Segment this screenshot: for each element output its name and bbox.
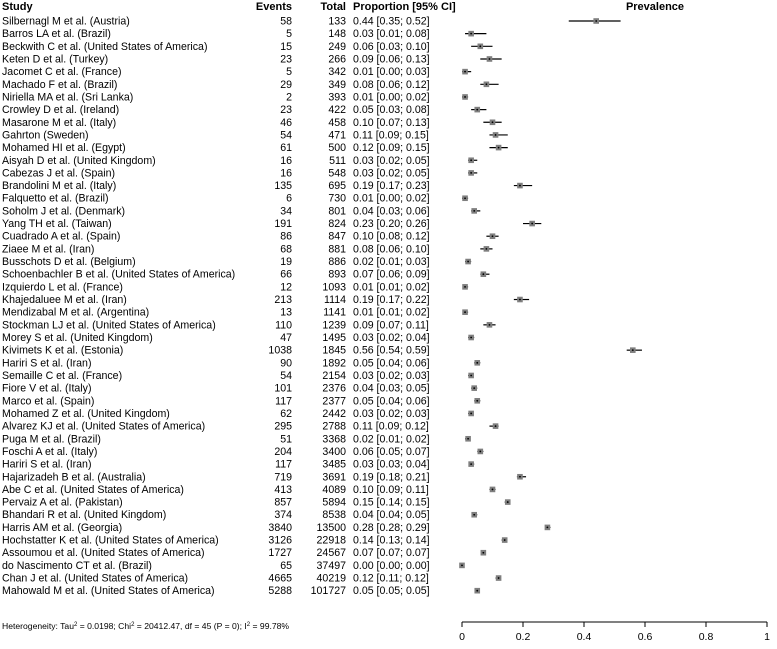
study-row (2, 446, 483, 458)
events-value: 61 (280, 142, 292, 155)
heterogeneity-segment: = 0.0198; Chi (77, 621, 132, 631)
proportion-ci: 0.09 [0.06; 0.13] (353, 53, 430, 66)
proportion-ci: 0.01 [0.01; 0.02] (353, 281, 430, 294)
study-name: Hariri S et al. (Iran) (2, 357, 92, 370)
study-name: Semaille C et al. (France) (2, 369, 123, 382)
study-row (2, 269, 489, 281)
events-value: 86 (280, 230, 292, 243)
events-value: 68 (280, 243, 292, 256)
total-value: 1495 (322, 332, 346, 344)
study-row (2, 332, 474, 344)
study-row (2, 319, 496, 331)
proportion-ci: 0.02 [0.01; 0.03] (353, 256, 430, 269)
study-name: Silbernagl M et al. (Austria) (2, 15, 130, 28)
estimate-point (479, 451, 481, 453)
events-value: 374 (274, 509, 292, 522)
study-row (2, 535, 508, 547)
estimate-point (470, 159, 472, 161)
events-value: 46 (280, 116, 292, 129)
total-value: 824 (328, 218, 346, 231)
estimate-point (473, 210, 475, 212)
study-row (2, 180, 532, 192)
x-tick-label: 0.2 (515, 631, 531, 643)
events-value: 213 (274, 294, 292, 307)
study-name: Hajarizadeh B et al. (Australia) (2, 471, 146, 484)
total-value: 1114 (324, 294, 346, 307)
events-value: 29 (280, 78, 292, 91)
study-name: Aisyah D et al. (United Kingdom) (2, 154, 156, 167)
study-row (2, 117, 502, 129)
study-name: Mendizabal M et al. (Argentina) (2, 306, 150, 319)
estimate-point (492, 121, 494, 123)
proportion-ci: 0.05 [0.04; 0.06] (353, 395, 430, 408)
proportion-ci: 0.11 [0.09; 0.15] (353, 129, 429, 142)
study-row (2, 547, 486, 559)
study-row (2, 205, 480, 217)
heterogeneity-segment: Heterogeneity: Tau (2, 621, 74, 631)
events-value: 295 (274, 420, 292, 433)
heterogeneity-segment: = 99.78% (250, 621, 290, 631)
study-name: Busschots D et al. (Belgium) (2, 256, 136, 269)
header-total: Total (320, 1, 346, 13)
study-name: Niriella MA et al. (Sri Lanka) (2, 91, 134, 104)
study-name: Fiore V et al. (Italy) (2, 382, 92, 395)
total-value: 548 (328, 167, 346, 180)
events-value: 54 (280, 129, 292, 142)
estimate-point (467, 438, 469, 440)
events-value: 54 (280, 369, 292, 382)
total-value: 1239 (322, 319, 346, 332)
total-value: 2442 (322, 407, 346, 420)
total-value: 37497 (316, 559, 346, 572)
header-events: Events (255, 1, 292, 13)
study-name: Cabezas J et al. (Spain) (2, 167, 116, 180)
total-value: 1141 (323, 306, 346, 319)
superscript-2: 2 (246, 622, 251, 628)
total-value: 24567 (316, 547, 346, 560)
total-value: 249 (328, 40, 346, 53)
estimate-point (486, 248, 488, 250)
header-study: Study (2, 1, 33, 13)
total-value: 101727 (310, 585, 346, 598)
total-value: 471 (328, 129, 346, 142)
proportion-ci: 0.01 [0.00; 0.02] (353, 192, 430, 205)
study-name: do Nascimento CT et al. (Brazil) (2, 559, 152, 572)
estimate-point (476, 362, 478, 364)
study-name: Morey S et al. (United Kingdom) (2, 332, 153, 344)
study-name: Masarone M et al. (Italy) (2, 116, 117, 129)
study-name: Ziaee M et al. (Iran) (2, 243, 95, 256)
study-name: Schoenbachler B et al. (United States of America) (2, 268, 236, 281)
superscript-2: 2 (131, 622, 135, 628)
events-value: 62 (280, 407, 292, 420)
study-row (2, 421, 499, 433)
proportion-ci: 0.01 [0.01; 0.02] (353, 306, 430, 319)
proportion-ci: 0.23 [0.20; 0.26] (353, 218, 430, 231)
study-name: Izquierdo L et al. (France) (2, 281, 123, 294)
estimate-point (489, 58, 491, 60)
events-value: 719 (274, 471, 292, 484)
proportion-ci: 0.04 [0.03; 0.05] (353, 382, 430, 395)
events-value: 4665 (268, 572, 292, 585)
proportion-ci: 0.03 [0.01; 0.08] (353, 28, 430, 41)
total-value: 2376 (322, 382, 346, 395)
superscript-2: 2 (73, 622, 78, 628)
total-value: 458 (328, 116, 346, 129)
events-value: 15 (280, 40, 292, 53)
total-value: 13500 (316, 521, 346, 534)
proportion-ci: 0.08 [0.06; 0.12] (353, 78, 430, 91)
study-row (2, 357, 480, 369)
proportion-ci: 0.07 [0.06; 0.09] (353, 268, 430, 281)
total-value: 40219 (316, 572, 346, 585)
proportion-ci: 0.04 [0.04; 0.05] (353, 509, 430, 522)
events-value: 1038 (268, 344, 292, 357)
estimate-point (504, 539, 506, 541)
study-row (2, 91, 468, 103)
proportion-ci: 0.03 [0.02; 0.05] (353, 154, 430, 167)
study-name: Mohamed Z et al. (United Kingdom) (2, 407, 170, 420)
total-value: 893 (328, 268, 346, 281)
study-row (2, 383, 477, 395)
estimate-point (507, 501, 509, 503)
total-value: 266 (328, 53, 346, 66)
estimate-point (464, 96, 466, 98)
total-value: 422 (328, 104, 346, 117)
study-row (2, 509, 477, 521)
total-value: 847 (328, 230, 346, 243)
study-row (2, 294, 529, 306)
estimate-point (495, 134, 497, 136)
proportion-ci: 0.12 [0.09; 0.15] (353, 142, 430, 155)
study-name: Assoumou et al. (United States of America) (2, 547, 205, 560)
events-value: 117 (275, 395, 292, 408)
events-value: 3840 (268, 521, 292, 534)
study-row (2, 231, 499, 243)
heterogeneity-segment: = 20412.47, df = 45 (P = 0); I (134, 621, 247, 631)
study-name: Chan J et al. (United States of America) (2, 572, 189, 585)
total-value: 801 (328, 205, 346, 218)
estimate-point (519, 185, 521, 187)
events-value: 58 (280, 15, 292, 28)
heterogeneity-text (2, 621, 289, 631)
events-value: 16 (280, 167, 292, 180)
total-value: 133 (328, 15, 346, 28)
study-name: Foschi A et al. (Italy) (2, 445, 98, 458)
study-name: Gahrton (Sweden) (2, 129, 89, 142)
proportion-ci: 0.03 [0.02; 0.03] (353, 369, 430, 382)
study-row (2, 307, 468, 319)
estimate-point (464, 197, 466, 199)
estimate-point (467, 261, 469, 263)
study-name: Mohamed HI et al. (Egypt) (2, 142, 126, 155)
study-name: Marco et al. (Spain) (2, 395, 95, 408)
events-value: 5 (286, 66, 292, 79)
estimate-point (498, 577, 500, 579)
study-row (2, 573, 501, 585)
study-name: Crowley D et al. (Ireland) (2, 104, 120, 117)
study-name: Falquetto et al. (Brazil) (2, 192, 109, 205)
study-row (2, 484, 496, 496)
proportion-ci: 0.06 [0.05; 0.07] (353, 445, 430, 458)
total-value: 695 (328, 180, 346, 193)
estimate-point (492, 489, 494, 491)
estimate-point (482, 552, 484, 554)
estimate-point (495, 425, 497, 427)
study-row (2, 281, 468, 293)
events-value: 2 (286, 91, 292, 104)
total-value: 2154 (322, 369, 346, 382)
total-value: 342 (328, 66, 346, 79)
estimate-point (470, 463, 472, 465)
total-value: 2377 (322, 395, 346, 408)
header-proportion: Proportion [95% CI] (353, 1, 456, 13)
events-value: 117 (275, 458, 292, 471)
events-value: 110 (275, 319, 292, 332)
total-value: 886 (328, 256, 346, 269)
estimate-point (470, 375, 472, 377)
estimate-point (498, 147, 500, 149)
estimate-point (464, 71, 466, 73)
estimate-point (470, 33, 472, 35)
study-name: Puga M et al. (Brazil) (2, 433, 101, 446)
events-value: 413 (274, 483, 292, 496)
events-value: 16 (280, 154, 292, 167)
proportion-ci: 0.44 [0.35; 0.52] (353, 15, 430, 28)
study-row (2, 142, 508, 154)
proportion-ci: 0.19 [0.18; 0.21] (353, 471, 430, 484)
x-tick-label: 1 (764, 631, 770, 643)
study-row (2, 79, 499, 91)
proportion-ci: 0.03 [0.02; 0.04] (353, 332, 430, 344)
study-row (2, 28, 486, 40)
study-name: Machado F et al. (Brazil) (2, 78, 118, 91)
estimate-point (595, 20, 597, 22)
estimate-point (531, 223, 533, 225)
x-tick-label: 0.4 (576, 631, 592, 643)
proportion-ci: 0.07 [0.07; 0.07] (353, 547, 430, 560)
total-value: 1093 (322, 281, 346, 294)
estimate-point (519, 476, 521, 478)
header-prevalence: Prevalence (625, 1, 685, 13)
total-value: 500 (328, 142, 346, 155)
study-row (2, 471, 526, 483)
events-value: 6 (286, 192, 292, 205)
events-value: 23 (280, 104, 292, 117)
x-axis (459, 622, 770, 643)
study-row (2, 370, 474, 382)
study-row (2, 408, 474, 420)
proportion-ci: 0.01 [0.00; 0.03] (353, 66, 430, 79)
study-name: Alvarez KJ et al. (United States of America) (2, 420, 206, 433)
events-value: 51 (280, 433, 292, 446)
events-value: 3126 (268, 534, 292, 547)
study-name: Jacomet C et al. (France) (2, 66, 122, 79)
total-value: 4089 (322, 483, 346, 496)
events-value: 191 (274, 218, 292, 231)
study-row (2, 560, 465, 572)
study-row (2, 155, 477, 167)
study-row (2, 16, 621, 28)
proportion-ci: 0.03 [0.02; 0.05] (353, 167, 430, 180)
estimate-point (473, 387, 475, 389)
estimate-point (476, 400, 478, 402)
total-value: 5894 (322, 496, 346, 509)
proportion-ci: 0.10 [0.09; 0.11] (353, 483, 429, 496)
estimate-point (464, 286, 466, 288)
study-name: Khajedaluee M et al. (Iran) (2, 294, 127, 307)
study-name: Hariri S et al. (Iran) (2, 458, 92, 471)
study-name: Abe C et al. (United States of America) (2, 483, 184, 496)
study-row (2, 193, 468, 205)
proportion-ci: 0.06 [0.03; 0.10] (353, 40, 430, 53)
events-value: 101 (274, 382, 292, 395)
study-name: Yang TH et al. (Taiwan) (2, 218, 112, 231)
events-value: 34 (280, 205, 292, 218)
events-value: 23 (280, 53, 292, 66)
events-value: 19 (280, 256, 292, 269)
proportion-ci: 0.19 [0.17; 0.23] (353, 180, 430, 193)
events-value: 66 (280, 268, 292, 281)
study-name: Pervaiz A et al. (Pakistan) (2, 496, 123, 509)
events-value: 1727 (268, 547, 292, 560)
study-name: Bhandari R et al. (United Kingdom) (2, 509, 167, 522)
study-row (2, 218, 541, 230)
x-tick-label: 0.6 (637, 631, 653, 643)
estimate-point (479, 45, 481, 47)
events-value: 90 (280, 357, 292, 370)
estimate-point (476, 109, 478, 111)
study-row (2, 129, 508, 141)
total-value: 730 (328, 192, 346, 205)
study-row (2, 53, 502, 65)
proportion-ci: 0.01 [0.00; 0.02] (353, 91, 430, 104)
estimate-point (486, 83, 488, 85)
estimate-point (470, 172, 472, 174)
study-name: Keten D et al. (Turkey) (2, 53, 109, 66)
total-value: 3368 (322, 433, 346, 446)
study-rows (2, 16, 642, 598)
study-row (2, 256, 471, 268)
total-value: 8538 (322, 509, 346, 522)
x-tick-label: 0 (459, 631, 465, 643)
proportion-ci: 0.28 [0.28; 0.29] (353, 521, 430, 534)
total-value: 349 (328, 78, 346, 91)
events-value: 5 (286, 28, 292, 41)
events-value: 65 (280, 559, 292, 572)
study-row (2, 41, 493, 53)
proportion-ci: 0.05 [0.04; 0.06] (353, 357, 430, 370)
estimate-point (482, 273, 484, 275)
proportion-ci: 0.02 [0.01; 0.02] (353, 433, 430, 446)
estimate-point (632, 349, 634, 351)
estimate-point (519, 299, 521, 301)
proportion-ci: 0.09 [0.07; 0.11] (353, 319, 429, 332)
study-row (2, 522, 550, 534)
total-value: 3691 (322, 471, 346, 484)
study-row (2, 243, 493, 255)
proportion-ci: 0.10 [0.08; 0.12] (353, 230, 430, 243)
estimate-point (473, 514, 475, 516)
total-value: 1892 (322, 357, 346, 370)
estimate-point (470, 413, 472, 415)
study-row (2, 345, 642, 357)
estimate-point (461, 564, 463, 566)
proportion-ci: 0.03 [0.03; 0.04] (353, 458, 430, 471)
total-value: 148 (328, 28, 346, 41)
study-name: Hochstatter K et al. (United States of America) (2, 534, 219, 547)
study-name: Harris AM et al. (Georgia) (2, 521, 123, 534)
study-row (2, 585, 480, 597)
total-value: 3485 (322, 458, 346, 471)
estimate-point (489, 324, 491, 326)
total-value: 3400 (322, 445, 346, 458)
study-row (2, 497, 511, 509)
study-name: Beckwith C et al. (United States of America) (2, 40, 208, 53)
study-name: Barros LA et al. (Brazil) (2, 28, 111, 41)
study-row (2, 104, 486, 116)
study-name: Kivimets K et al. (Estonia) (2, 344, 124, 357)
total-value: 393 (328, 91, 346, 104)
study-name: Soholm J et al. (Denmark) (2, 205, 126, 218)
events-value: 47 (280, 332, 292, 344)
study-row (2, 433, 471, 445)
estimate-point (547, 527, 549, 529)
study-row (2, 459, 474, 471)
estimate-point (492, 235, 494, 237)
proportion-ci: 0.11 [0.09; 0.12] (353, 420, 429, 433)
proportion-ci: 0.08 [0.06; 0.10] (353, 243, 430, 256)
proportion-ci: 0.15 [0.14; 0.15] (353, 496, 430, 509)
proportion-ci: 0.05 [0.03; 0.08] (353, 104, 430, 117)
proportion-ci: 0.12 [0.11; 0.12] (353, 572, 429, 585)
proportion-ci: 0.19 [0.17; 0.22] (353, 294, 430, 307)
total-value: 2788 (322, 420, 346, 433)
estimate-point (476, 590, 478, 592)
total-value: 22918 (316, 534, 346, 547)
study-row (2, 66, 471, 78)
proportion-ci: 0.14 [0.13; 0.14] (353, 534, 430, 547)
proportion-ci: 0.03 [0.02; 0.03] (353, 407, 430, 420)
proportion-ci: 0.10 [0.07; 0.13] (353, 116, 430, 129)
events-value: 135 (274, 180, 292, 193)
total-value: 881 (328, 243, 346, 256)
study-name: Cuadrado A et al. (Spain) (2, 230, 121, 243)
heterogeneity-note (2, 621, 289, 631)
events-value: 857 (274, 496, 292, 509)
events-value: 5288 (268, 585, 292, 598)
total-value: 511 (329, 154, 346, 167)
proportion-ci: 0.56 [0.54; 0.59] (353, 344, 430, 357)
events-value: 204 (274, 445, 292, 458)
estimate-point (470, 337, 472, 339)
events-value: 12 (280, 281, 292, 294)
study-name: Brandolini M et al. (Italy) (2, 180, 117, 193)
x-tick-label: 0.8 (698, 631, 714, 643)
header-row (2, 1, 684, 13)
total-value: 1845 (322, 344, 346, 357)
study-name: Mahowald M et al. (United States of America) (2, 585, 215, 598)
study-name: Stockman LJ et al. (United States of America) (2, 319, 216, 332)
proportion-ci: 0.05 [0.05; 0.05] (353, 585, 430, 598)
study-row (2, 167, 477, 179)
events-value: 13 (280, 306, 292, 319)
estimate-point (464, 311, 466, 313)
proportion-ci: 0.04 [0.03; 0.06] (353, 205, 430, 218)
study-row (2, 395, 480, 407)
proportion-ci: 0.00 [0.00; 0.00] (353, 559, 430, 572)
